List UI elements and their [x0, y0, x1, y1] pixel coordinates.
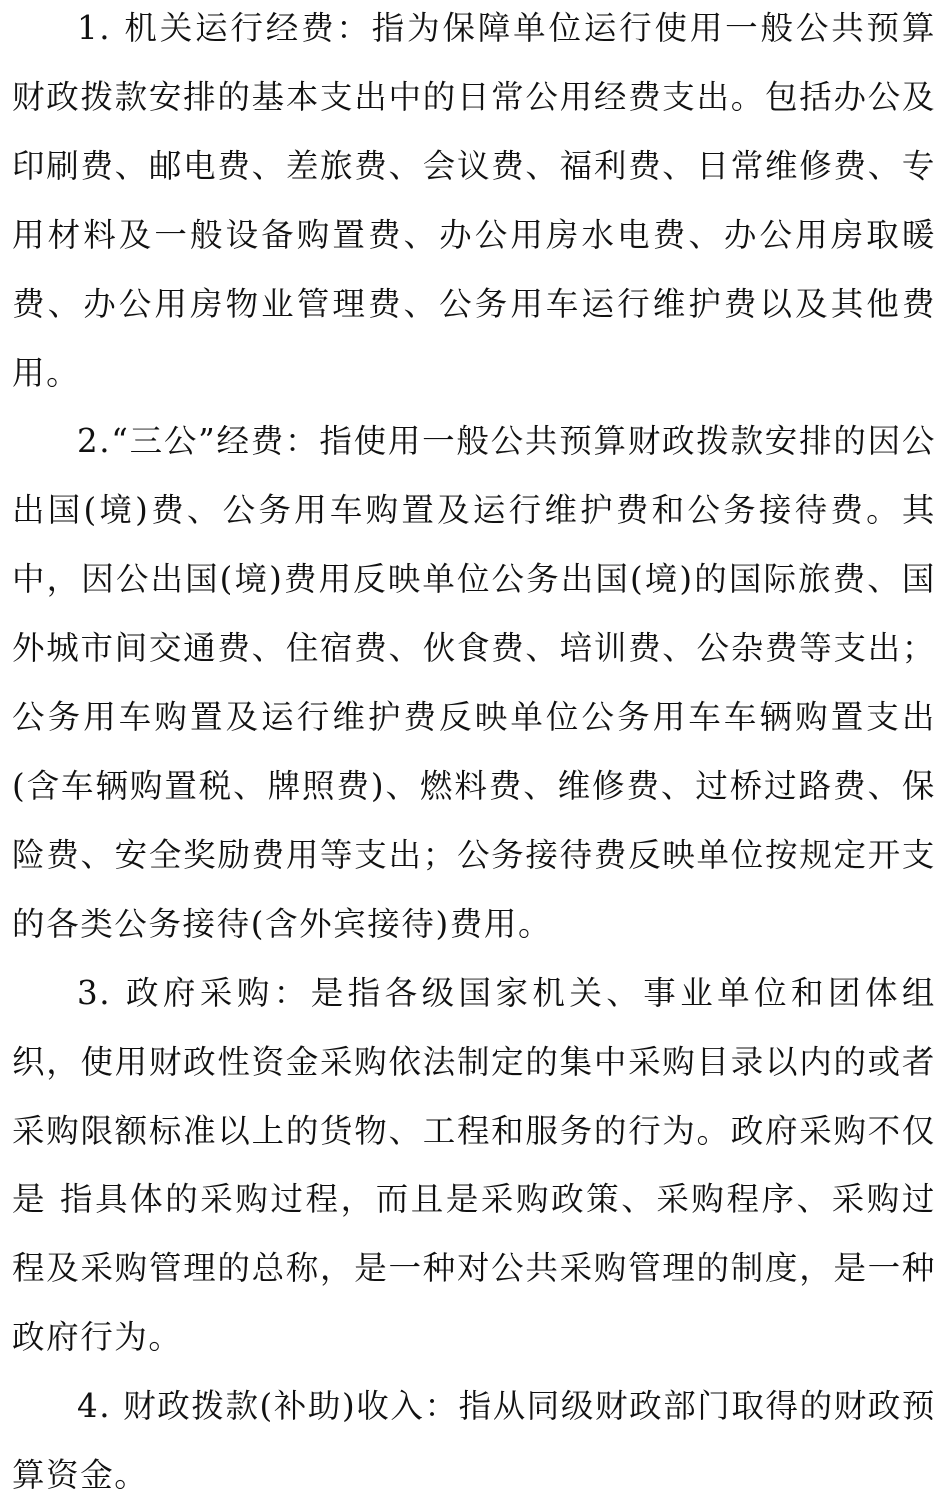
paragraph-government-procurement: 3. 政府采购：是指各级国家机关、事业单位和团体组织，使用财政性资金采购依法制定的集中采购目录以内的或者采购限额标准以上的货物、工程和服务的行为。政府采购不仅是 指具体的采购过程，而且是采购政策、采购程序、采购过程及采购管理的总称，是一种对公共采购管理的制度，是一种政府行为。 [12, 973, 936, 1357]
paragraph-fiscal-allocation-income: 4. 财政拨款(补助)收入：指从同级财政部门取得的财政预算资金。 [12, 1387, 936, 1495]
paragraph-three-public-expenses: 2.“三公”经费：指使用一般公共预算财政拨款安排的因公出国(境)费、公务用车购置及运行维护费和公务接待费。其中，因公出国(境)费用反映单位公务出国(境)的国际旅费、国外城市间交通费、住宿费、伙食费、培训费、公杂费等支出；公务用车购置及运行维护费反映单位公务用车车辆购置支出(含车辆购置税、牌照费)、燃料费、维修费、过桥过路费、保险费、安全奖励费用等支出；公务接待费反映单位按规定开支的各类公务接待(含外宾接待)费用。 [12, 422, 936, 943]
paragraph-operating-expenses: 1. 机关运行经费：指为保障单位运行使用一般公共预算财政拨款安排的基本支出中的日常公用经费支出。包括办公及印刷费、邮电费、差旅费、会议费、福利费、日常维修费、专 用材料及一般设备购置费、办公用房水电费、办公用房取暖费、办公用房物业管理费、公务用车运行维护费以及其他费用。 [12, 9, 936, 392]
